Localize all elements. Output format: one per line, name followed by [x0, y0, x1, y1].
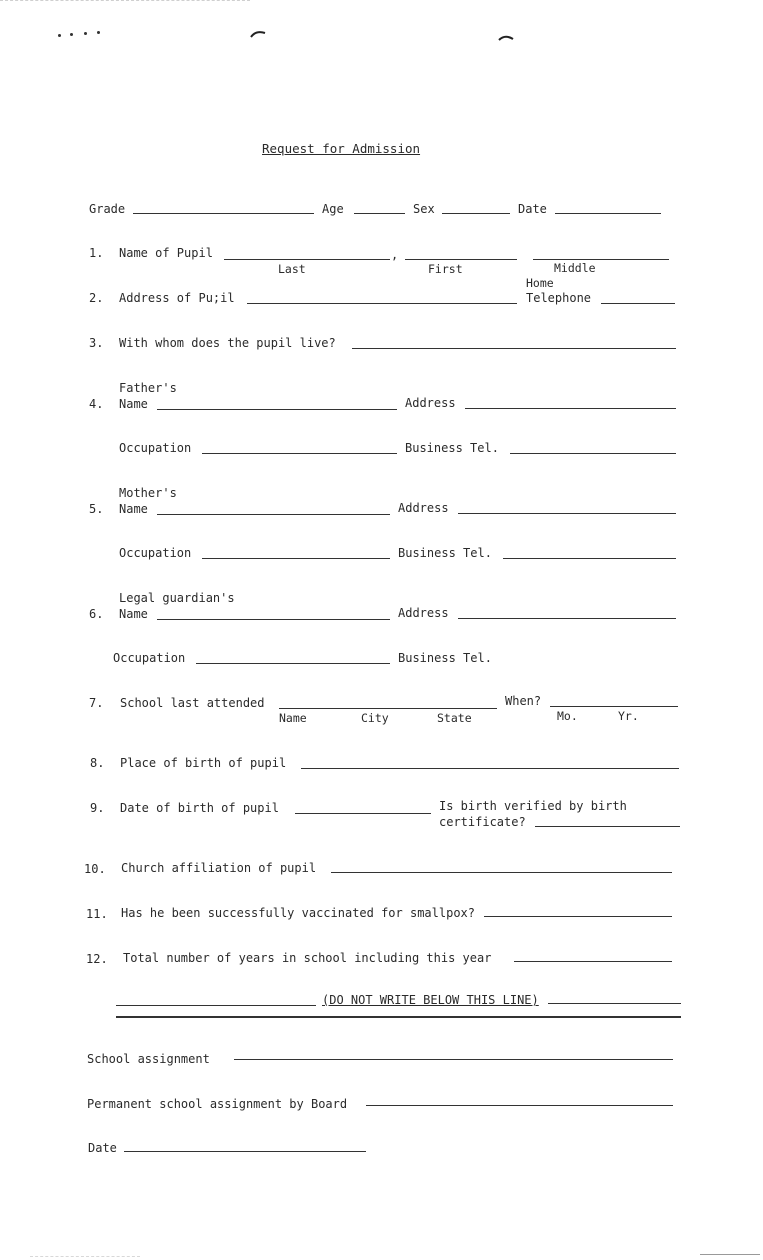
bottom-scan-mark-left: [30, 1256, 140, 1257]
lives-with-label: With whom does the pupil live?: [119, 336, 336, 350]
do-not-write-notice: (DO NOT WRITE BELOW THIS LINE): [322, 993, 539, 1007]
date-label: Date: [518, 202, 547, 216]
place-of-birth-label: Place of birth of pupil: [120, 756, 287, 770]
mother-address-field[interactable]: [458, 513, 676, 514]
father-occupation-field[interactable]: [202, 453, 397, 454]
pupil-first-name-field[interactable]: [405, 259, 517, 260]
age-field[interactable]: [354, 213, 405, 214]
divider-left: [116, 1005, 316, 1006]
school-city-sublabel: City: [361, 711, 389, 725]
mother-name-field[interactable]: [157, 514, 390, 515]
guardian-address-label: Address: [398, 606, 449, 620]
mother-occupation-label: Occupation: [119, 546, 192, 560]
item-number-4: 4.: [89, 397, 104, 411]
month-sublabel: Mo.: [557, 709, 578, 723]
item-number-3: 3.: [89, 336, 104, 350]
school-state-sublabel: State: [437, 711, 472, 725]
divider-double: [116, 1016, 681, 1018]
item-number-11: 11.: [86, 907, 108, 921]
date-of-birth-field[interactable]: [295, 813, 431, 814]
item-number-7: 7.: [89, 696, 104, 710]
binder-hole-mark-left: [250, 30, 266, 38]
office-date-field[interactable]: [124, 1151, 366, 1152]
item-number-8: 8.: [90, 756, 105, 770]
age-label: Age: [322, 202, 344, 216]
father-name-label: Name: [119, 397, 148, 411]
item-number-1: 1.: [89, 246, 104, 260]
date-field[interactable]: [555, 213, 661, 214]
top-perforation: [0, 0, 250, 1]
guardian-name-label: Name: [119, 607, 148, 621]
legal-guardians-label: Legal guardian's: [119, 591, 235, 605]
grade-field[interactable]: [133, 213, 314, 214]
guardian-address-field[interactable]: [458, 618, 676, 619]
address-of-pupil-label: Address of Pu;il: [119, 291, 235, 305]
pupil-middle-name-field[interactable]: [533, 259, 669, 260]
vaccinated-label: Has he been successfully vaccinated for smallpox?: [121, 906, 476, 920]
school-assignment-field[interactable]: [234, 1059, 673, 1060]
guardian-business-tel-label: Business Tel.: [398, 651, 492, 665]
father-occupation-label: Occupation: [119, 441, 192, 455]
when-label: When?: [505, 694, 542, 708]
item-number-2: 2.: [89, 291, 104, 305]
name-of-pupil-label: Name of Pupil: [119, 246, 213, 260]
year-sublabel: Yr.: [618, 709, 639, 723]
vaccinated-field[interactable]: [484, 916, 672, 917]
telephone-label: Telephone: [526, 291, 592, 305]
mother-occupation-field[interactable]: [202, 558, 390, 559]
mother-business-tel-label: Business Tel.: [398, 546, 492, 560]
when-field[interactable]: [550, 706, 678, 707]
name-comma: ,: [391, 248, 399, 262]
pupil-last-name-field[interactable]: [224, 259, 390, 260]
home-label: Home: [526, 276, 554, 290]
form-title: Request for Admission: [262, 141, 421, 156]
school-name-sublabel: Name: [279, 711, 307, 725]
total-years-label: Total number of years in school including this year: [123, 951, 492, 965]
mother-address-label: Address: [398, 501, 449, 515]
grade-label: Grade: [89, 202, 126, 216]
item-number-10: 10.: [84, 862, 106, 876]
sex-label: Sex: [413, 202, 435, 216]
mother-business-tel-field[interactable]: [503, 558, 676, 559]
birth-verified-label-line1: Is birth verified by birth: [439, 799, 627, 813]
school-assignment-label: School assignment: [87, 1052, 210, 1066]
birth-verified-field[interactable]: [535, 826, 680, 827]
item-number-6: 6.: [89, 607, 104, 621]
school-last-attended-label: School last attended: [120, 696, 265, 710]
sex-field[interactable]: [442, 213, 510, 214]
binder-hole-mark-right: [498, 34, 514, 42]
church-affiliation-field[interactable]: [331, 872, 672, 873]
guardian-occupation-label: Occupation: [113, 651, 186, 665]
date-of-birth-label: Date of birth of pupil: [120, 801, 279, 815]
pupil-address-field[interactable]: [247, 303, 517, 304]
divider-right: [548, 1003, 681, 1004]
item-number-12: 12.: [86, 952, 108, 966]
guardian-occupation-field[interactable]: [196, 663, 390, 664]
father-address-label: Address: [405, 396, 456, 410]
first-sublabel: First: [428, 262, 463, 276]
fathers-label: Father's: [119, 381, 177, 395]
lives-with-field[interactable]: [352, 348, 676, 349]
total-years-field[interactable]: [514, 961, 672, 962]
place-of-birth-field[interactable]: [301, 768, 679, 769]
item-number-5: 5.: [89, 502, 104, 516]
father-address-field[interactable]: [465, 408, 676, 409]
school-last-attended-field[interactable]: [279, 708, 497, 709]
birth-verified-label-line2: certificate?: [439, 815, 526, 829]
permanent-assignment-field[interactable]: [366, 1105, 673, 1106]
father-business-tel-label: Business Tel.: [405, 441, 499, 455]
last-sublabel: Last: [278, 262, 306, 276]
father-name-field[interactable]: [157, 409, 397, 410]
mothers-label: Mother's: [119, 486, 177, 500]
item-number-9: 9.: [90, 801, 105, 815]
church-affiliation-label: Church affiliation of pupil: [121, 861, 317, 875]
guardian-name-field[interactable]: [157, 619, 390, 620]
father-business-tel-field[interactable]: [510, 453, 676, 454]
middle-sublabel: Middle: [554, 261, 596, 275]
home-telephone-field[interactable]: [601, 303, 675, 304]
bottom-scan-mark-right: [700, 1254, 760, 1255]
mother-name-label: Name: [119, 502, 148, 516]
office-date-label: Date: [88, 1141, 117, 1155]
permanent-assignment-label: Permanent school assignment by Board: [87, 1097, 348, 1111]
